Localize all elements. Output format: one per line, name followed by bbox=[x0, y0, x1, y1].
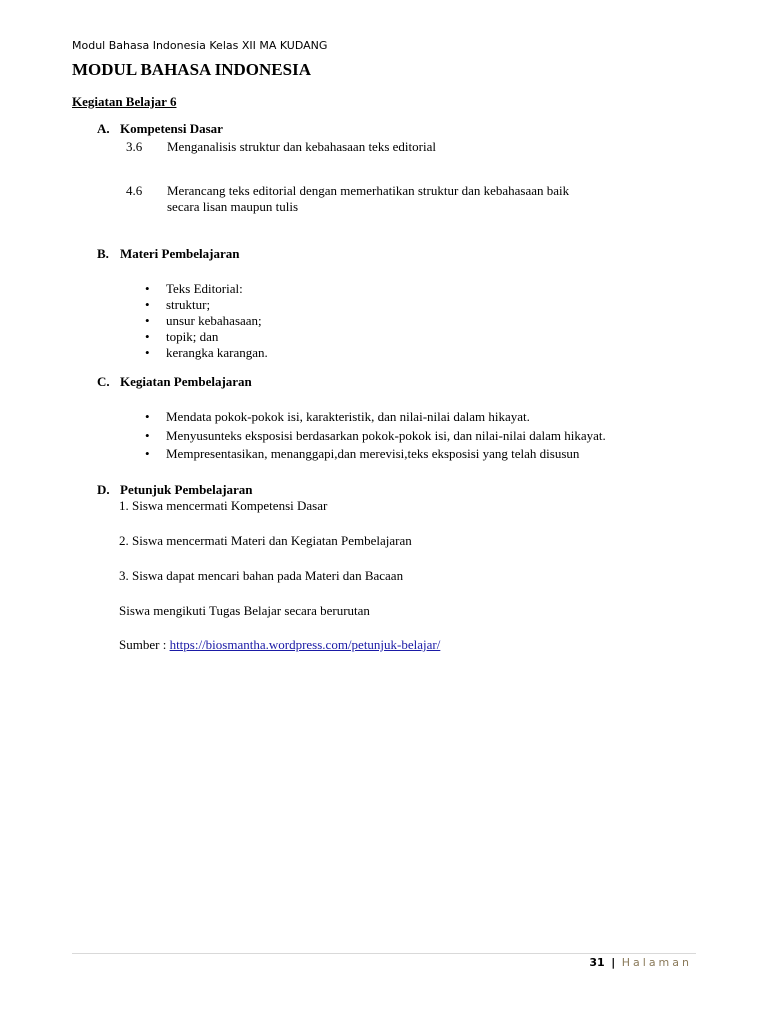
section-c-title: Kegiatan Pembelajaran bbox=[120, 374, 252, 389]
running-head: Modul Bahasa Indonesia Kelas XII MA KUDANG bbox=[72, 39, 328, 52]
page-number: 31 bbox=[589, 956, 605, 969]
section-b-letter: B. bbox=[97, 246, 109, 261]
list-item-text: kerangka karangan. bbox=[166, 345, 268, 360]
kd-text-2-line1: Merancang teks editorial dengan memerhatikan struktur dan kebahasaan baik bbox=[167, 183, 570, 198]
source-link[interactable]: https://biosmantha.wordpress.com/petunjuk-belajar/ bbox=[169, 637, 441, 652]
kd-number-1: 3.6 bbox=[126, 139, 143, 154]
page-footer bbox=[589, 956, 692, 969]
section-a-letter: A. bbox=[97, 121, 110, 136]
list-item-text: Teks Editorial: bbox=[166, 281, 243, 296]
bullet-icon: • bbox=[145, 409, 150, 424]
list-item-text: Mempresentasikan, menanggapi,dan merevisi,teks eksposisi yang telah disusun bbox=[166, 446, 580, 461]
activity-heading: Kegiatan Belajar 6 bbox=[72, 94, 177, 109]
bullet-icon: • bbox=[145, 428, 150, 443]
source-label: Sumber : bbox=[119, 637, 170, 652]
document-title: MODUL BAHASA INDONESIA bbox=[72, 60, 311, 79]
page-word: Halaman bbox=[621, 956, 692, 969]
bullet-icon: • bbox=[145, 329, 150, 344]
section-c-letter: C. bbox=[97, 374, 110, 389]
section-d-letter: D. bbox=[97, 482, 110, 497]
section-d-title: Petunjuk Pembelajaran bbox=[120, 482, 253, 497]
instruction-step-2: 2. Siswa mencermati Materi dan Kegiatan Pembelajaran bbox=[119, 533, 412, 548]
kd-text-1: Menganalisis struktur dan kebahasaan teks editorial bbox=[167, 139, 436, 154]
bullet-icon: • bbox=[145, 345, 150, 360]
list-item-text: Menyusunteks eksposisi berdasarkan pokok-pokok isi, dan nilai-nilai dalam hikayat. bbox=[166, 428, 606, 443]
bullet-icon: • bbox=[145, 281, 150, 296]
bullet-icon: • bbox=[145, 313, 150, 328]
list-item-text: unsur kebahasaan; bbox=[166, 313, 262, 328]
list-item-text: Mendata pokok-pokok isi, karakteristik, dan nilai-nilai dalam hikayat. bbox=[166, 409, 530, 424]
footer-separator: | bbox=[611, 956, 616, 969]
instruction-step-3: 3. Siswa dapat mencari bahan pada Materi dan Bacaan bbox=[119, 568, 404, 583]
list-item-text: topik; dan bbox=[166, 329, 219, 344]
bullet-icon: • bbox=[145, 297, 150, 312]
source-line bbox=[119, 637, 440, 653]
instruction-note: Siswa mengikuti Tugas Belajar secara berurutan bbox=[119, 603, 370, 618]
kd-text-2-line2: secara lisan maupun tulis bbox=[167, 199, 299, 214]
section-a-title: Kompetensi Dasar bbox=[120, 121, 223, 136]
section-b-title: Materi Pembelajaran bbox=[120, 246, 240, 261]
footer-rule bbox=[72, 953, 696, 954]
list-item-text: struktur; bbox=[166, 297, 211, 312]
bullet-icon: • bbox=[145, 446, 150, 461]
kd-number-2: 4.6 bbox=[126, 183, 143, 198]
instruction-step-1: 1. Siswa mencermati Kompetensi Dasar bbox=[119, 498, 328, 513]
